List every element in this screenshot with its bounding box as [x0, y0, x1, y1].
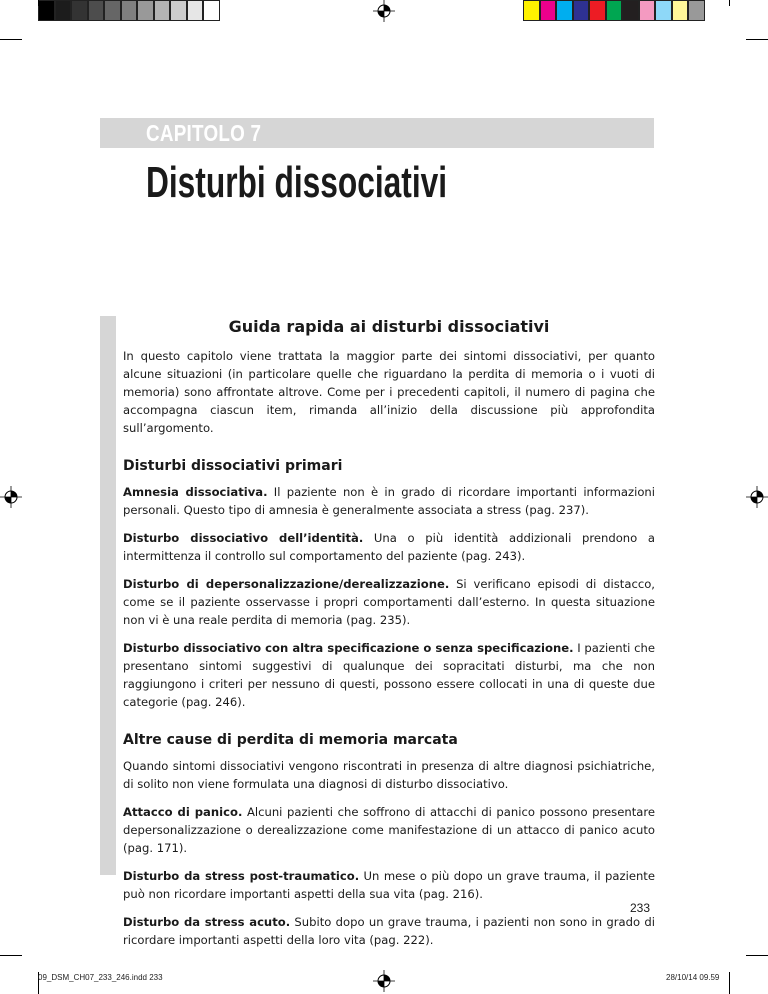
entry-text: I pazienti che presentano sintomi suggestivi di qualunque dei sopracitati disturbi, ma che non raggiungono i criteri per nessuno di questi, possono essere collocati in una di queste due categorie (pag. 246). — [123, 641, 655, 709]
color-swatch — [203, 0, 220, 21]
entry-text: Alcuni pazienti che soffrono di attacchi di panico possono presentare depersonalizzazione o derealizzazione come manifestazione di un attacco di panico acuto (pag. 171). — [123, 805, 655, 855]
entry-term: Disturbo dissociativo dell’identità. — [123, 531, 364, 545]
color-swatch — [688, 0, 705, 21]
entry — [123, 483, 655, 519]
color-swatch — [187, 0, 204, 21]
box-intro: In questo capitolo viene trattata la maggior parte dei sintomi dissociativi, per quanto alcune situazioni (in particolare quelle che riguardano la perdita di memoria o i vuoti di memoria) sono affrontate altrove. Come per i precedenti capitoli, il numero di pagina che accompagna ciascun item, rimanda all’inizio della discussione più approfondita sull’argomento. — [123, 349, 655, 435]
color-swatch — [121, 0, 138, 21]
color-swatch — [556, 0, 573, 21]
entry-term: Disturbo dissociativo con altra specificazione o senza specificazione. — [123, 641, 574, 655]
section-heading: Altre cause di perdita di memoria marcata — [123, 732, 458, 748]
color-swatch — [88, 0, 105, 21]
slug-date: 28/10/14 09.59 — [666, 973, 720, 982]
chapter-title: Disturbi dissociativi — [146, 158, 448, 207]
registration-mark-icon — [373, 0, 395, 22]
entry-text: Una o più identità addizionali prendono a intermittenza il controllo sul comportamento del paziente (pag. 243). — [123, 531, 655, 563]
color-swatch — [655, 0, 672, 21]
box-title: Guida rapida ai disturbi dissociativi — [228, 317, 550, 336]
color-swatch — [55, 0, 72, 21]
registration-mark-icon — [746, 486, 768, 508]
color-swatch — [622, 0, 639, 21]
entry — [123, 529, 655, 565]
crop-mark — [0, 955, 22, 956]
entry-text: Un mese o più dopo un grave trauma, il paziente può non ricordare importanti aspetti della sua vita (pag. 216). — [123, 869, 655, 901]
entry — [123, 913, 655, 949]
entry-term: Disturbo di depersonalizzazione/derealizzazione. — [123, 577, 450, 591]
box-side-bar — [100, 316, 116, 875]
entry — [123, 575, 655, 629]
entry-term: Disturbo da stress acuto. — [123, 915, 291, 929]
crop-mark — [729, 972, 730, 994]
section-primary — [123, 457, 655, 711]
crop-mark — [729, 0, 730, 6]
entry-text: Il paziente non è in grado di ricordare importanti informazioni personali. Questo tipo di amnesia è generalmente associata a stress (pag. 237). — [123, 485, 655, 517]
color-swatch — [154, 0, 171, 21]
grayscale-color-bar — [38, 0, 220, 21]
color-swatch — [589, 0, 606, 21]
entry-term: Attacco di panico. — [123, 805, 243, 819]
entry — [123, 867, 655, 903]
crop-mark — [38, 0, 39, 6]
section-heading: Disturbi dissociativi primari — [123, 458, 343, 474]
entry-text: Subito dopo un grave trauma, i pazienti non sono in grado di ricordare importanti aspetti della loro vita (pag. 222). — [123, 915, 655, 947]
slug-file-name: 09_DSM_CH07_233_246.indd 233 — [38, 973, 163, 982]
chapter-label: CAPITOLO 7 — [146, 120, 262, 146]
color-swatch — [38, 0, 55, 21]
color-swatch — [170, 0, 187, 21]
color-swatch — [71, 0, 88, 21]
entry — [123, 803, 655, 857]
color-swatch — [540, 0, 557, 21]
crop-mark — [0, 39, 22, 40]
color-swatch — [104, 0, 121, 21]
registration-mark-icon — [0, 486, 22, 508]
entry-text: Si verificano episodi di distacco, come se il paziente osservasse i propri comportamenti dall’esterno. In questa situazione non vi è una reale perdita di memoria (pag. 235). — [123, 577, 655, 627]
color-swatch — [672, 0, 689, 21]
color-swatch — [639, 0, 656, 21]
crop-mark — [746, 955, 768, 956]
entry — [123, 639, 655, 711]
entry-term: Amnesia dissociativa. — [123, 485, 268, 499]
color-swatch — [606, 0, 623, 21]
color-swatch — [137, 0, 154, 21]
process-color-bar — [523, 0, 705, 21]
section-intro: Quando sintomi dissociativi vengono riscontrati in presenza di altre diagnosi psichiatriche, di solito non viene formulata una diagnosi di disturbo dissociativo. — [123, 759, 655, 791]
page-number: 233 — [630, 901, 651, 915]
entry-term: Disturbo da stress post-traumatico. — [123, 869, 360, 883]
quick-guide-box — [123, 316, 655, 959]
color-swatch — [573, 0, 590, 21]
registration-mark-icon — [373, 970, 395, 992]
crop-mark — [746, 39, 768, 40]
color-swatch — [523, 0, 540, 21]
section-other-causes — [123, 731, 655, 949]
